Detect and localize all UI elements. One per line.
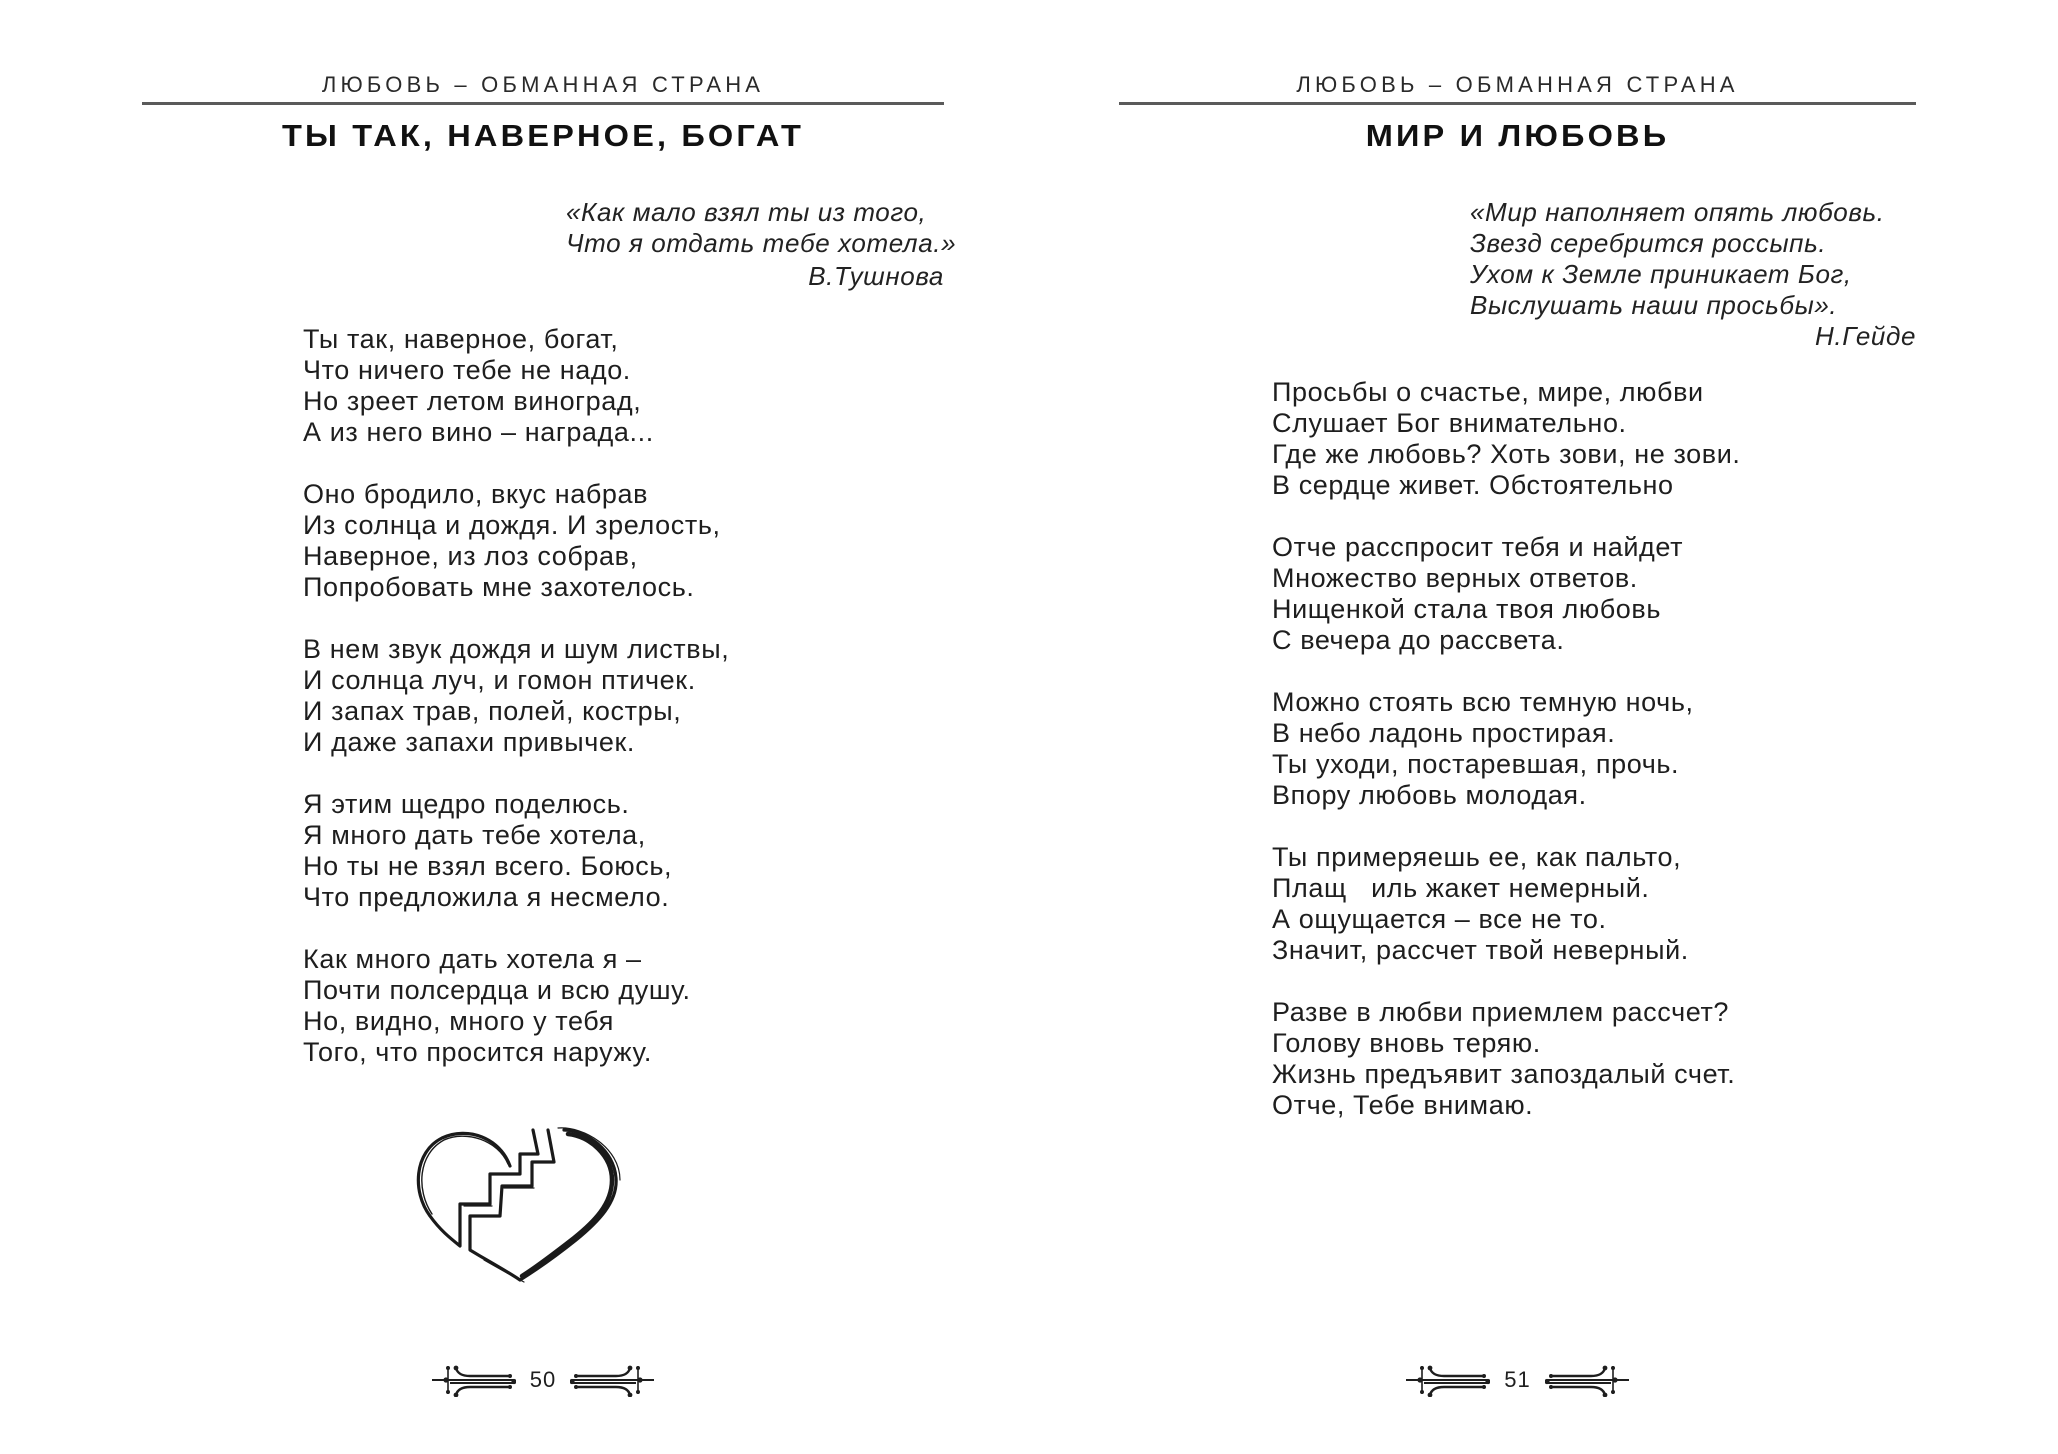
poem-line: Но зреет летом виноград, bbox=[303, 386, 642, 416]
poem-line: Слушает Бог внимательно. bbox=[1272, 408, 1627, 438]
poem-line: Ты так, наверное, богат, bbox=[303, 324, 619, 354]
epigraph-author: В.Тушнова bbox=[808, 261, 944, 291]
poem-line: Но, видно, много у тебя bbox=[303, 1006, 614, 1036]
poem-line: Ты примеряешь ее, как пальто, bbox=[1272, 842, 1682, 872]
epigraph-line: «Мир наполняет опять любовь. bbox=[1470, 197, 1885, 227]
stanza bbox=[303, 789, 729, 913]
stanza bbox=[303, 479, 729, 603]
stanza bbox=[1272, 687, 1741, 811]
ornament-right-icon bbox=[570, 1363, 656, 1397]
poem-line: Отче, Тебе внимаю. bbox=[1272, 1090, 1534, 1120]
epigraph bbox=[566, 197, 957, 292]
stanza bbox=[303, 324, 729, 448]
poem-line: Ты уходи, постаревшая, прочь. bbox=[1272, 749, 1680, 779]
ornament-left-icon bbox=[430, 1363, 516, 1397]
stanza bbox=[1272, 842, 1741, 966]
poem-line: Отче расспросит тебя и найдет bbox=[1272, 532, 1684, 562]
poem-line: Я много дать тебе хотела, bbox=[303, 820, 646, 850]
poem-title: ТЫ ТАК, НАВЕРНОЕ, БОГАТ bbox=[281, 118, 804, 153]
epigraph-line: Выслушать наши просьбы». bbox=[1470, 290, 1838, 320]
running-head: ЛЮБОВЬ – ОБМАННАЯ СТРАНА bbox=[1296, 72, 1739, 97]
epigraph-line: Ухом к Земле приникает Бог, bbox=[1470, 259, 1852, 289]
epigraph-line: «Как мало взял ты из того, bbox=[566, 197, 927, 227]
poem-line: Впору любовь молодая. bbox=[1272, 780, 1587, 810]
poem-line: И солнца луч, и гомон птичек. bbox=[303, 665, 696, 695]
poem-line: Нищенкой стала твоя любовь bbox=[1272, 594, 1662, 624]
stanza bbox=[1272, 377, 1741, 501]
poem-line: И запах трав, полей, костры, bbox=[303, 696, 682, 726]
page-number: 50 bbox=[529, 1367, 557, 1392]
poem-line: А ощущается – все не то. bbox=[1272, 904, 1607, 934]
ornament-left-icon bbox=[1404, 1363, 1490, 1397]
poem-line: Плащ иль жакет немерный. bbox=[1272, 873, 1650, 903]
page-footer bbox=[142, 1360, 944, 1400]
ornament-right-icon bbox=[1545, 1363, 1631, 1397]
header-rule bbox=[1119, 102, 1916, 105]
page-number: 51 bbox=[1504, 1367, 1531, 1392]
header-rule bbox=[142, 102, 944, 105]
stanza bbox=[1272, 997, 1741, 1121]
running-head: ЛЮБОВЬ – ОБМАННАЯ СТРАНА bbox=[321, 72, 765, 97]
poem-line: Значит, рассчет твой неверный. bbox=[1272, 935, 1689, 965]
poem-line: И даже запахи привычек. bbox=[303, 727, 636, 757]
poem-line: В небо ладонь простирая. bbox=[1272, 718, 1616, 748]
poem-line: Что ничего тебе не надо. bbox=[303, 355, 631, 385]
stanza bbox=[303, 634, 729, 758]
poem-line: Того, что просится наружу. bbox=[303, 1037, 652, 1067]
epigraph-line: Что я отдать тебе хотела.» bbox=[566, 228, 957, 258]
poem-line: Наверное, из лоз собрав, bbox=[303, 541, 638, 571]
poem-line: Разве в любви приемлем рассчет? bbox=[1272, 997, 1730, 1027]
page-footer bbox=[1119, 1360, 1916, 1400]
poem-line: Где же любовь? Хоть зови, не зови. bbox=[1272, 439, 1741, 469]
poem-line: Можно стоять всю темную ночь, bbox=[1272, 687, 1694, 717]
right-page bbox=[1029, 0, 2058, 1454]
poem-line: Просьбы о счастье, мире, любви bbox=[1272, 377, 1704, 407]
poem-line: Из солнца и дождя. И зрелость, bbox=[303, 510, 721, 540]
poem-line: Жизнь предъявит запоздалый счет. bbox=[1272, 1059, 1736, 1089]
epigraph-author: Н.Гейде bbox=[1815, 321, 1916, 351]
poem-line: Попробовать мне захотелось. bbox=[303, 572, 695, 602]
poem-line: Почти полсердца и всю душу. bbox=[303, 975, 691, 1005]
poem-line: В сердце живет. Обстоятельно bbox=[1272, 470, 1674, 500]
poem-body bbox=[1272, 377, 1741, 1152]
poem-line: Как много дать хотела я – bbox=[303, 944, 642, 974]
poem-line: Голову вновь теряю. bbox=[1272, 1028, 1541, 1058]
poem-line: А из него вино – награда... bbox=[303, 417, 654, 447]
stanza bbox=[1272, 532, 1741, 656]
poem-line: Оно бродило, вкус набрав bbox=[303, 479, 649, 509]
poem-line: Но ты не взял всего. Боюсь, bbox=[303, 851, 673, 881]
broken-heart-icon bbox=[408, 1118, 630, 1288]
poem-line: В нем звук дождя и шум листвы, bbox=[303, 634, 730, 664]
poem-line: Множество верных ответов. bbox=[1272, 563, 1638, 593]
poem-body bbox=[303, 324, 729, 1099]
poem-title: МИР И ЛЮБОВЬ bbox=[1365, 118, 1670, 153]
epigraph bbox=[1470, 197, 1916, 352]
poem-line: Я этим щедро поделюсь. bbox=[303, 789, 630, 819]
poem-line: С вечера до рассвета. bbox=[1272, 625, 1565, 655]
poem-line: Что предложила я несмело. bbox=[303, 882, 670, 912]
stanza bbox=[303, 944, 729, 1068]
epigraph-line: Звезд серебрится россыпь. bbox=[1470, 228, 1827, 258]
